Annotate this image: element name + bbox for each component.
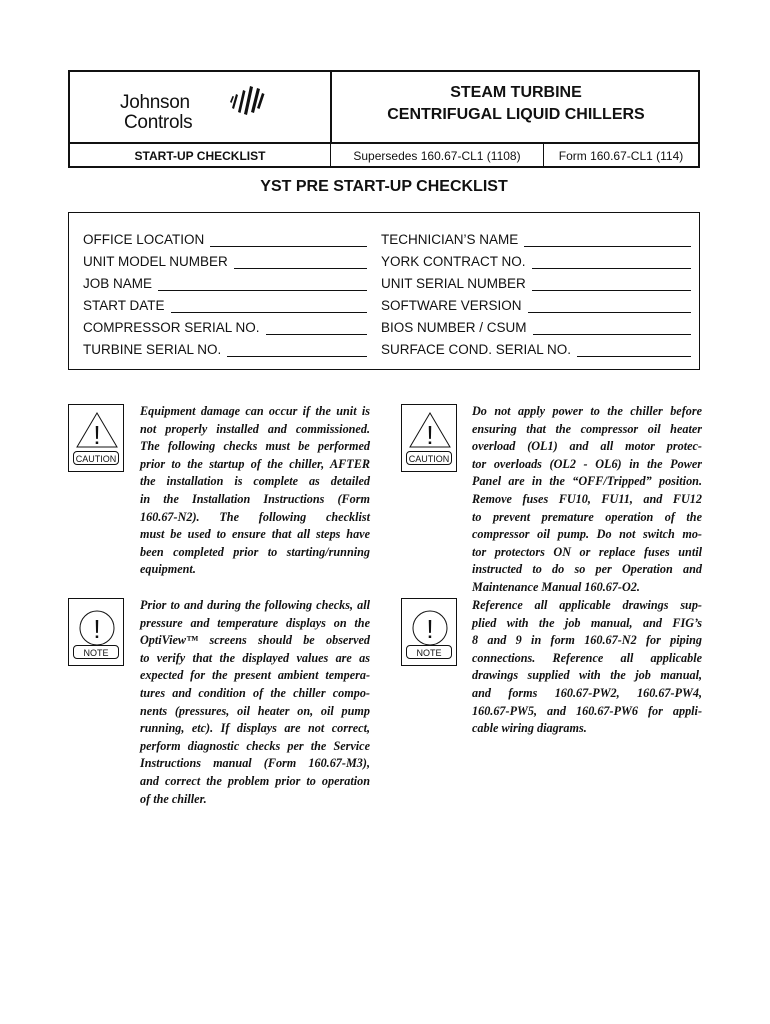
note-text-1 bbox=[140, 597, 370, 808]
notice-line: equipment. bbox=[140, 562, 196, 577]
form-field-line[interactable] bbox=[266, 320, 367, 335]
notice-line: must be used to ensure that all steps have bbox=[140, 527, 370, 542]
form-field-right-5[interactable] bbox=[381, 335, 691, 357]
form-field-left-3[interactable] bbox=[83, 291, 367, 313]
title-line1: STEAM TURBINE bbox=[450, 84, 582, 101]
caution-symbol-1 bbox=[68, 404, 124, 472]
header-box bbox=[68, 70, 700, 168]
notice-line: in the Installation Instructions (Form bbox=[140, 491, 370, 506]
form-field-line[interactable] bbox=[533, 320, 691, 335]
notice-line: prior to the startup of the chiller, AFTER bbox=[140, 456, 370, 471]
svg-text:!: ! bbox=[93, 614, 101, 644]
notice-line: 160.67-N2). The following checklist bbox=[140, 509, 370, 524]
form-field-left-2[interactable] bbox=[83, 269, 367, 291]
form-field-line[interactable] bbox=[227, 342, 367, 357]
checklist-label: START-UP CHECKLIST bbox=[134, 149, 266, 163]
notice-line: 8 and 9 in form 160.67-N2 for piping bbox=[472, 633, 702, 648]
note-symbol-2 bbox=[401, 598, 457, 666]
caution-text-2 bbox=[472, 403, 702, 597]
notice-line: OptiView™ screens should be observed bbox=[140, 633, 370, 648]
svg-text:!: ! bbox=[426, 614, 434, 644]
notice-line: pressure and temperature displays on the bbox=[140, 615, 370, 630]
notice-line: Panel are in the “OFF/Tripped” position. bbox=[472, 474, 702, 489]
form-field-line[interactable] bbox=[524, 232, 691, 247]
form-field-right-1[interactable] bbox=[381, 247, 691, 269]
notice-line: not properly installed and commissioned. bbox=[140, 421, 370, 436]
logo-mark-icon bbox=[226, 80, 268, 124]
form-field-left-1[interactable] bbox=[83, 247, 367, 269]
title-line2: CENTRIFUGAL LIQUID CHILLERS bbox=[387, 106, 645, 123]
notice-line: tures and condition of the chiller compo- bbox=[140, 685, 370, 700]
notice-line: drawings supplied with the job manual, bbox=[472, 668, 702, 683]
notice-line: and correct the problem prior to operation bbox=[140, 773, 370, 788]
info-form bbox=[68, 212, 700, 370]
logo-line2: Controls bbox=[124, 112, 193, 133]
notice-line: expected for the present ambient tempera- bbox=[140, 668, 370, 683]
notice-line: Instructions manual (Form 160.67-M3), bbox=[140, 756, 370, 771]
caution-symbol-2 bbox=[401, 404, 457, 472]
notice-line: Reference all applicable drawings sup- bbox=[472, 598, 702, 612]
form-field-right-2[interactable] bbox=[381, 269, 691, 291]
form-field-line[interactable] bbox=[210, 232, 367, 247]
supersedes-label: Supersedes 160.67-CL1 (1108) bbox=[353, 149, 521, 163]
notice-line: Equipment damage can occur if the unit is bbox=[140, 404, 370, 418]
form-field-label: TURBINE SERIAL NO. bbox=[83, 342, 222, 357]
form-field-label: COMPRESSOR SERIAL NO. bbox=[83, 320, 260, 335]
notice-line: running, etc). If displays are not correct, bbox=[140, 721, 370, 736]
notice-line: nents (pressures, oil heater on, oil pump bbox=[140, 703, 370, 718]
form-field-line[interactable] bbox=[532, 254, 691, 269]
form-field-label: BIOS NUMBER / CSUM bbox=[381, 320, 527, 335]
form-field-line[interactable] bbox=[234, 254, 367, 269]
document-title bbox=[332, 82, 700, 126]
form-field-label: START DATE bbox=[83, 298, 165, 313]
note-label: NOTE bbox=[406, 645, 452, 659]
notice-line: to verify that the displayed values are as bbox=[140, 650, 370, 665]
form-field-label: YORK CONTRACT NO. bbox=[381, 254, 526, 269]
notice-line: to prevent premature operation of the bbox=[472, 509, 702, 524]
notice-line: overload (OL1) and all motor protec- bbox=[472, 439, 702, 454]
notice-line: of the chiller. bbox=[140, 791, 207, 806]
notice-line: cable wiring diagrams. bbox=[472, 721, 587, 736]
notice-line: ensuring that the compressor oil heater bbox=[472, 421, 702, 436]
form-field-label: OFFICE LOCATION bbox=[83, 232, 205, 247]
svg-text:!: ! bbox=[426, 420, 434, 450]
notice-line: instructed to do so per Operation and bbox=[472, 562, 702, 577]
notice-line: Remove fuses FU10, FU11, and FU12 bbox=[472, 491, 702, 506]
form-field-left-0[interactable] bbox=[83, 225, 367, 247]
form-field-label: JOB NAME bbox=[83, 276, 153, 291]
notice-line: Maintenance Manual 160.67-O2. bbox=[472, 579, 640, 594]
note-symbol-1 bbox=[68, 598, 124, 666]
form-field-right-3[interactable] bbox=[381, 291, 691, 313]
notice-line: the installation is complete as detailed bbox=[140, 474, 370, 489]
form-field-line[interactable] bbox=[158, 276, 367, 291]
notice-line: plied with the job manual, and FIG’s bbox=[472, 615, 702, 630]
note-text-2 bbox=[472, 597, 702, 738]
notice-line: compressor oil pump. Do not switch mo- bbox=[472, 527, 702, 542]
notice-line: Do not apply power to the chiller before bbox=[472, 404, 702, 418]
form-field-label: TECHNICIAN’S NAME bbox=[381, 232, 519, 247]
notice-line: connections. Reference all applicable bbox=[472, 650, 702, 665]
note-label: NOTE bbox=[73, 645, 119, 659]
form-field-line[interactable] bbox=[532, 276, 691, 291]
company-logo bbox=[120, 93, 192, 133]
notice-line: perform diagnostic checks per the Service bbox=[140, 738, 370, 753]
form-number: Form 160.67-CL1 (114) bbox=[558, 149, 684, 163]
form-field-label: UNIT MODEL NUMBER bbox=[83, 254, 228, 269]
notice-line: been completed prior to starting/running bbox=[140, 544, 370, 559]
logo-line1: Johnson bbox=[120, 92, 190, 113]
notice-line: The following checks must be performed bbox=[140, 439, 370, 454]
form-field-right-0[interactable] bbox=[381, 225, 691, 247]
caution-label: CAUTION bbox=[73, 451, 119, 465]
form-field-label: SURFACE COND. SERIAL NO. bbox=[381, 342, 572, 357]
form-field-line[interactable] bbox=[528, 298, 691, 313]
notice-line: tor overloads (OL2 - OL6) in the Power bbox=[472, 456, 702, 471]
form-field-left-5[interactable] bbox=[83, 335, 367, 357]
form-field-line[interactable] bbox=[577, 342, 691, 357]
notice-line: 160.67-PW5, and 160.67-PW6 for appli- bbox=[472, 703, 702, 718]
form-field-label: SOFTWARE VERSION bbox=[381, 298, 522, 313]
caution-text-1 bbox=[140, 403, 370, 579]
caution-label: CAUTION bbox=[406, 451, 452, 465]
page-title: YST PRE START-UP CHECKLIST bbox=[260, 178, 508, 195]
notice-line: tor protectors ON or replace fuses until bbox=[472, 544, 702, 559]
form-field-right-4[interactable] bbox=[381, 313, 691, 335]
form-field-left-4[interactable] bbox=[83, 313, 367, 335]
notice-line: and forms 160.67-PW2, 160.67-PW4, bbox=[472, 685, 702, 700]
svg-text:!: ! bbox=[93, 420, 101, 450]
notice-line: Prior to and during the following checks, all bbox=[140, 598, 370, 612]
form-field-label: UNIT SERIAL NUMBER bbox=[381, 276, 526, 291]
form-field-line[interactable] bbox=[171, 298, 367, 313]
